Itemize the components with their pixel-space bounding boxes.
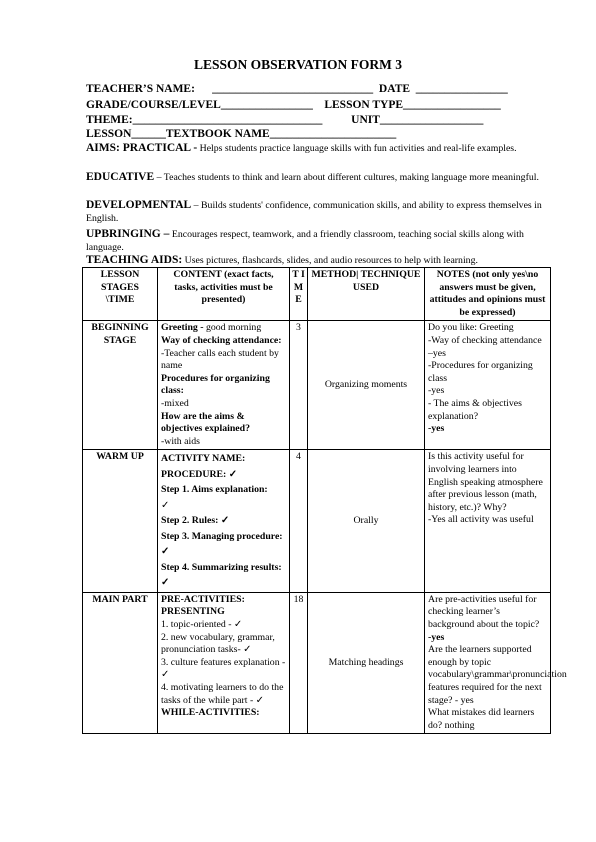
content-line bbox=[161, 467, 286, 483]
aims-educative-label: EDUCATIVE bbox=[86, 171, 155, 183]
content-text: -Teacher calls each student by name bbox=[161, 347, 279, 372]
notes-line bbox=[428, 514, 547, 527]
notes-line bbox=[428, 644, 567, 707]
content-bold-text: Step 1. Aims explanation: bbox=[161, 484, 268, 496]
content-line bbox=[161, 529, 286, 560]
header-notes: NOTES (not only yes\no answers must be given, attitudes and opinions must be expressed) bbox=[425, 268, 551, 321]
notes-line bbox=[428, 398, 547, 423]
content-line bbox=[161, 619, 286, 632]
time-cell: 18 bbox=[290, 592, 308, 734]
method-cell: Matching headings bbox=[308, 592, 425, 734]
aims-practical bbox=[86, 142, 556, 156]
notes-text: -Procedures for organizing class bbox=[428, 360, 533, 384]
notes-text: Is this activity useful for involving learners into English speaking atmosphere after previous lesson (math, history, etc.)? Why? bbox=[428, 451, 543, 513]
teacher-name-date-line: TEACHER’S NAME: ____________________________ DATE ________________ bbox=[86, 83, 508, 95]
notes-text: Are the learners supported enough by topic vocabulary\grammar\pronunciation features required for the next stage? - yes bbox=[428, 644, 567, 706]
observation-table bbox=[82, 267, 567, 734]
content-bold-text: Way of checking attendance: bbox=[161, 334, 282, 346]
notes-text: What mistakes did learners do? nothing bbox=[428, 707, 535, 731]
table-header-row bbox=[83, 268, 551, 321]
content-line bbox=[161, 373, 286, 398]
header-content: CONTENT (exact facts, tasks, activities must be presented) bbox=[158, 268, 290, 321]
content-text: -with aids bbox=[161, 435, 200, 447]
content-text: 2. new vocabulary, grammar, pronunciation tasks- ✓ bbox=[161, 631, 275, 656]
header-time: T I M E bbox=[290, 268, 308, 321]
content-line bbox=[161, 451, 286, 467]
notes-text: -yes bbox=[428, 385, 445, 397]
aims-upbringing-label: UPBRINGING – bbox=[86, 228, 170, 240]
notes-line bbox=[428, 385, 547, 398]
content-line bbox=[161, 632, 286, 657]
notes-line bbox=[428, 335, 547, 360]
teaching-aids bbox=[86, 254, 556, 268]
notes-cell bbox=[425, 592, 567, 734]
content-line bbox=[161, 707, 286, 720]
content-line bbox=[161, 482, 286, 498]
aims-practical-text: Helps students practice language skills with fun activities and real-life examples. bbox=[197, 143, 517, 154]
theme-unit-line: THEME:_________________________________ UNIT__________________ bbox=[86, 114, 484, 126]
aims-upbringing-text: Encourages respect, teamwork, and a friendly classroom, teaching social skills along with language. bbox=[86, 229, 524, 253]
lesson-textbook-line: LESSON______TEXTBOOK NAME______________________ bbox=[86, 128, 397, 140]
content-line bbox=[161, 436, 286, 449]
notes-line bbox=[428, 451, 547, 514]
notes-line bbox=[428, 360, 547, 385]
content-bold-text: How are the aims & objectives explained? bbox=[161, 410, 250, 435]
content-bold-text: Step 3. Managing procedure: ✓ bbox=[161, 530, 283, 558]
notes-line bbox=[428, 423, 547, 436]
aims-practical-label: AIMS: PRACTICAL - bbox=[86, 142, 198, 154]
notes-text: Are pre-activities useful for checking learner’s background about the topic? bbox=[428, 593, 540, 630]
notes-bold-text: -yes bbox=[428, 631, 445, 643]
content-cell bbox=[158, 450, 290, 593]
notes-line bbox=[428, 322, 547, 335]
content-line bbox=[161, 560, 286, 591]
notes-line bbox=[428, 707, 547, 732]
stage-cell: BEGINNING STAGE bbox=[83, 321, 158, 450]
content-bold-text: PRE-ACTIVITIES: bbox=[161, 593, 245, 605]
content-bold-text: Step 4. Summarizing results: ✓ bbox=[161, 561, 282, 589]
content-cell bbox=[158, 321, 290, 450]
grade-lesson-type-line: GRADE/COURSE/LEVEL________________ LESSON TYPE_________________ bbox=[86, 99, 501, 111]
aims-educative bbox=[86, 171, 556, 185]
method-cell: Orally bbox=[308, 450, 425, 593]
content-text: ✓ bbox=[161, 499, 170, 511]
notes-bold-text: -yes bbox=[428, 423, 445, 435]
content-text: 4. motivating learners to do the tasks of the while part - ✓ bbox=[161, 681, 284, 706]
time-cell: 3 bbox=[290, 321, 308, 450]
content-line bbox=[161, 594, 286, 607]
content-cell bbox=[158, 592, 290, 734]
content-text: -mixed bbox=[161, 397, 189, 409]
aims-developmental-label: DEVELOPMENTAL bbox=[86, 199, 192, 211]
time-cell: 4 bbox=[290, 450, 308, 593]
content-bold-text: Step 2. Rules: ✓ bbox=[161, 515, 230, 527]
content-bold-text: Greeting - bbox=[161, 322, 206, 334]
content-bold-text: Procedures for organizing class: bbox=[161, 372, 270, 397]
content-line bbox=[161, 682, 286, 707]
aims-upbringing bbox=[86, 228, 556, 254]
notes-cell bbox=[425, 321, 551, 450]
notes-text: -Way of checking attendance –yes bbox=[428, 334, 542, 359]
teaching-aids-label: TEACHING AIDS: bbox=[86, 254, 183, 266]
content-bold-text: PRESENTING bbox=[161, 606, 225, 618]
header-stage: LESSON STAGES \TIME bbox=[83, 268, 158, 321]
notes-text: - The aims & objectives explanation? bbox=[428, 397, 522, 422]
header-method: METHOD| TECHNIQUE USED bbox=[308, 268, 425, 321]
content-line bbox=[161, 335, 286, 348]
form-title: LESSON OBSERVATION FORM 3 bbox=[194, 57, 402, 72]
content-bold-text: WHILE-ACTIVITIES: bbox=[161, 707, 260, 719]
aims-developmental bbox=[86, 199, 556, 225]
content-line bbox=[161, 657, 286, 682]
table-row bbox=[83, 450, 551, 593]
notes-cell bbox=[425, 450, 551, 593]
content-text: 3. culture features explanation - ✓ bbox=[161, 656, 286, 681]
content-line bbox=[161, 398, 286, 411]
method-cell: Organizing moments bbox=[308, 321, 425, 450]
content-line bbox=[161, 411, 286, 436]
content-line bbox=[161, 498, 286, 514]
aims-educative-text: – Teaches students to think and learn about different cultures, making language more meaningful. bbox=[154, 172, 539, 183]
notes-line bbox=[428, 594, 547, 632]
content-text: 1. topic-oriented - ✓ bbox=[161, 619, 243, 630]
table-row bbox=[83, 321, 551, 450]
teaching-aids-text: Uses pictures, flashcards, slides, and audio resources to help with learning. bbox=[182, 255, 478, 266]
content-line bbox=[161, 348, 286, 373]
notes-text: -Yes all activity was useful bbox=[428, 514, 534, 526]
content-line bbox=[161, 322, 286, 335]
content-bold-text: ACTIVITY NAME: bbox=[161, 453, 246, 465]
stage-cell: WARM UP bbox=[83, 450, 158, 593]
content-text: good morning bbox=[205, 322, 262, 334]
table-row bbox=[83, 592, 551, 734]
content-bold-text: PROCEDURE: ✓ bbox=[161, 468, 237, 480]
stage-cell: MAIN PART bbox=[83, 592, 158, 734]
content-line bbox=[161, 606, 286, 619]
notes-text: Do you like: Greeting bbox=[428, 322, 514, 334]
notes-line bbox=[428, 632, 547, 645]
aims-developmental-text: – Builds students' confidence, communication skills, and ability to express themselves in English. bbox=[86, 200, 542, 224]
content-line bbox=[161, 513, 286, 529]
